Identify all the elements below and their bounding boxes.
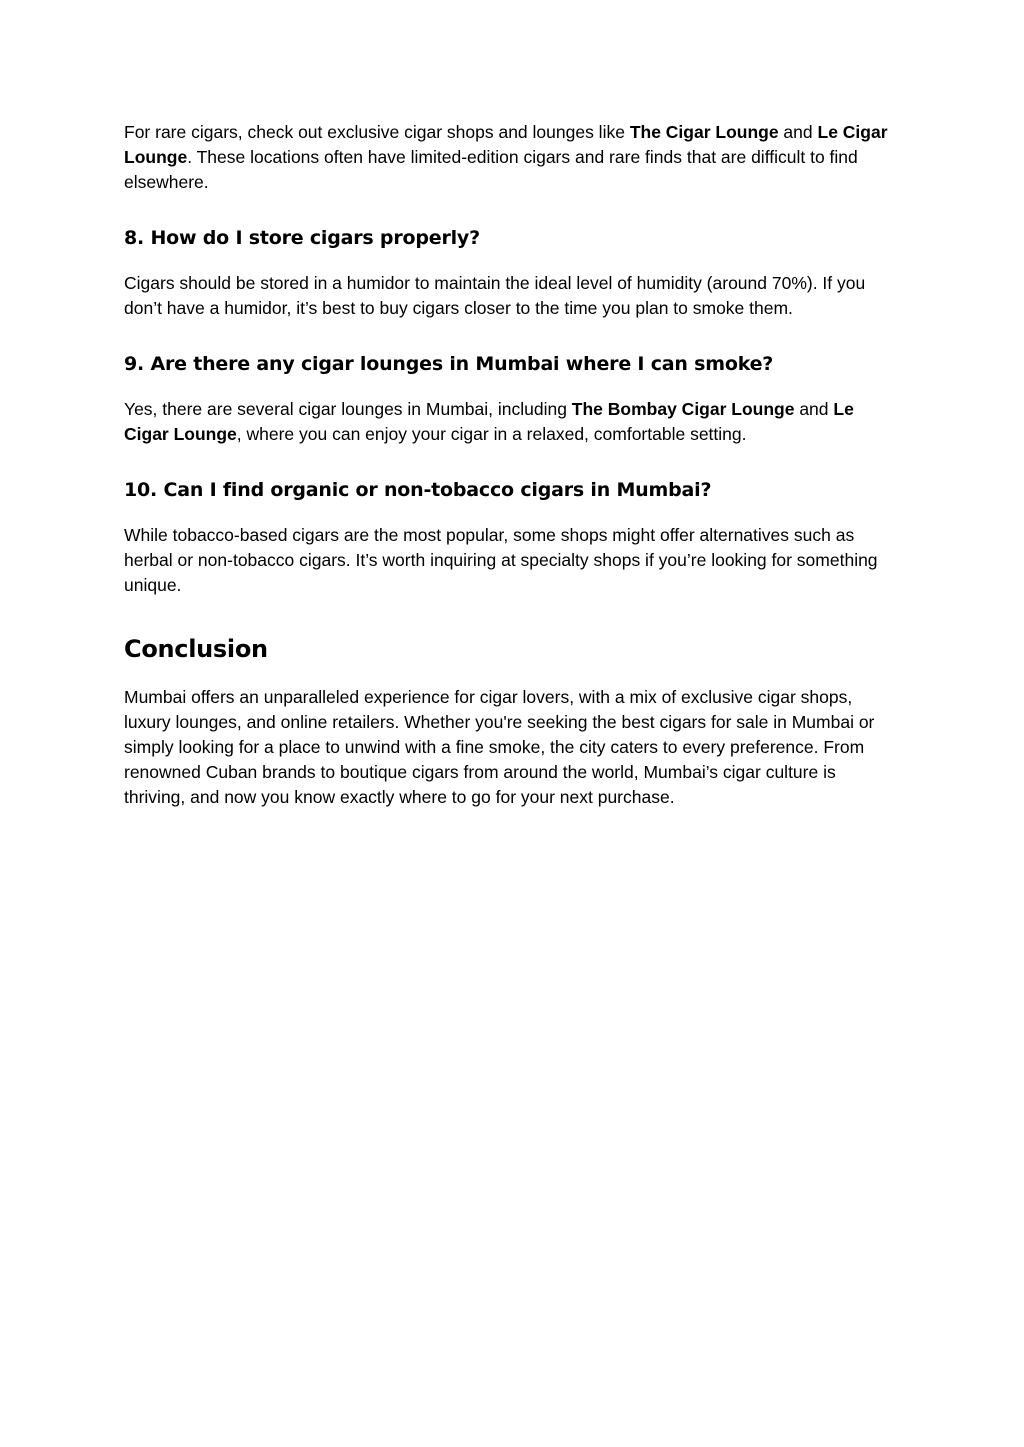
document-page — [124, 120, 900, 810]
q9-bold-le-cigar-lounge: Le Cigar Lounge — [124, 399, 854, 444]
conclusion-paragraph: Mumbai offers an unparalleled experience for cigar lovers, with a mix of exclusive cigar shops, luxury lounges, and online retailers. Whether you're seeking the best cigars for sale in Mumbai or simply looking for a place to unwind with a fine smoke, the city caters to every preference. From renowned Cuban brands to boutique cigars from around the world, Mumbai’s cigar culture is thriving, and now you know exactly where to go for your next purchase. — [124, 687, 875, 807]
question-10-heading: 10. Can I find organic or non-tobacco cigars in Mumbai? — [124, 479, 712, 501]
intro-bold-the-cigar-lounge: The Cigar Lounge — [629, 122, 779, 142]
conclusion-heading: Conclusion — [124, 635, 268, 663]
q9-text-1: Yes, there are several cigar lounges in Mumbai, including — [124, 399, 572, 419]
intro-bold-le-cigar-lounge: Le Cigar Lounge — [124, 122, 888, 167]
intro-text-1: For rare cigars, check out exclusive cigar shops and lounges like — [124, 122, 630, 142]
question-9-heading: 9. Are there any cigar lounges in Mumbai where I can smoke? — [124, 353, 774, 375]
intro-text-3: . These locations often have limited-edition cigars and rare finds that are difficult to find elsewhere. — [124, 147, 858, 192]
intro-text-2: and — [778, 122, 818, 142]
q9-text-3: , where you can enjoy your cigar in a relaxed, comfortable setting. — [236, 424, 747, 444]
question-8-heading: 8. How do I store cigars properly? — [124, 227, 480, 249]
q9-bold-bombay-cigar-lounge: The Bombay Cigar Lounge — [571, 399, 795, 419]
intro-paragraph — [124, 120, 900, 195]
question-9-answer — [124, 397, 900, 447]
question-10-answer: While tobacco-based cigars are the most popular, some shops might offer alternatives such as herbal or non-tobacco cigars. It’s worth inquiring at specialty shops if you’re looking for something unique. — [124, 525, 878, 595]
q9-text-2: and — [794, 399, 834, 419]
question-8-answer: Cigars should be stored in a humidor to maintain the ideal level of humidity (around 70%). If you don’t have a humidor, it’s best to buy cigars closer to the time you plan to smoke them. — [124, 273, 866, 318]
